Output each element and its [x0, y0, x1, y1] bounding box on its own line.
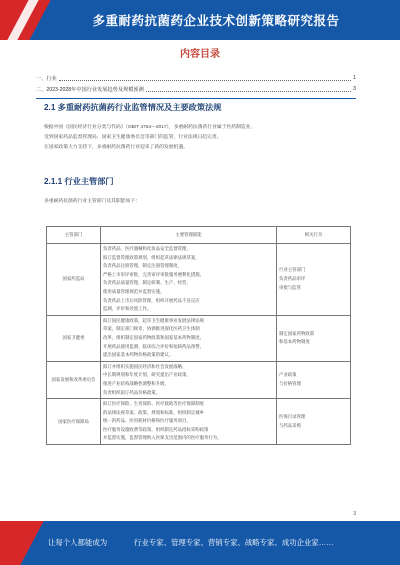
- duty-line: 负责药品、医疗器械和化妆品安全监督管理，: [103, 246, 191, 251]
- action-line: 与药品采购: [279, 422, 301, 428]
- toc-title: 内容目录: [180, 49, 220, 60]
- duty-line: 拟订并组织实施国民经济和社会发展战略、: [103, 363, 187, 369]
- column-header: 主管部门: [47, 227, 101, 244]
- toc-entry-page: 1: [353, 75, 356, 81]
- action-cell: [277, 315, 351, 361]
- footer-roles: 行业专家、管理专家、营销专家、战略专家、成功企业家……: [134, 538, 334, 547]
- toc-entry[interactable]: [36, 73, 356, 83]
- footer-slogan: 让每个人都能成为: [48, 538, 108, 547]
- duties-cell: [101, 315, 277, 361]
- duty-line: 医疗服务设施收费等政策，组织制定药品招标采购政策: [103, 426, 209, 432]
- dept-cell: 国家药监局: [47, 244, 101, 316]
- table-row: [47, 361, 351, 398]
- duty-line: 拟订监督管理政策规划，组织起草法律法规草案，: [103, 254, 200, 260]
- duties-cell: [101, 244, 277, 316]
- page-footer: [0, 521, 400, 565]
- paragraph-line: 在国家政策大力支持下，多重耐药抗菌药行业迎来了新的发展机遇。: [44, 145, 188, 150]
- paragraph-line: 受到国家药品监督管理局、国家卫生健康委员会等部门的监管，行业法规日趋完善。: [44, 135, 222, 140]
- regulators-table: [46, 226, 351, 445]
- duty-line: 负责药品上市后风险管理，组织开展药品不良反应: [103, 297, 200, 303]
- duty-line: 中长期规划和年度计划，研究提出产业政策，: [103, 372, 191, 378]
- duty-line: 严格上市审评审批，完善审评审批服务便利化措施，: [103, 271, 204, 277]
- toc-entry-label: 一、行业: [36, 75, 57, 82]
- page-number: 3: [353, 511, 356, 517]
- table-row: [47, 399, 351, 445]
- duty-line: 并监督实施，监督管理纳入医保支出范围内的医疗服务行为。: [103, 435, 222, 441]
- toc-entry-label: 二、2023-2028年中国行业发展趋势及规模预测: [36, 86, 144, 93]
- intro-line: 多重耐药抗菌药行业主管部门及其职能如下：: [44, 199, 140, 204]
- duties-cell: [101, 399, 277, 445]
- section-heading: 2.1 多重耐药抗菌药行业监管情况及主要政策法规: [44, 103, 222, 112]
- action-cell: [277, 361, 351, 398]
- toc-divider: [36, 98, 356, 99]
- column-header: 相关行为: [277, 227, 351, 244]
- duty-line: 拟订国民健康政策，起草卫生健康事业发展法律法规: [103, 317, 204, 323]
- column-header: 主要管理职能: [101, 227, 277, 244]
- duty-line: 的法律法规草案、政策、规划和标准，组织制定城乡: [103, 409, 204, 415]
- action-line: 行业主管部门: [279, 267, 306, 273]
- footer-red-stripe: [0, 521, 44, 565]
- paragraph-line: 根据中国《国民经济行业分类与代码》（GB/T 4754—2017），多重耐药抗菌药行业属于医药制造业，: [44, 125, 256, 130]
- toc-entry-page: 3: [353, 86, 356, 92]
- duty-line: 推进产业结构战略性调整和升级，: [103, 380, 169, 386]
- duty-line: 拟订医疗保险、生育保险、医疗救助等医疗保障制度: [103, 401, 204, 407]
- duties-cell: [101, 361, 277, 398]
- table-row: [47, 244, 351, 316]
- duty-line: 提出国家基本药物价格政策的建议。: [103, 352, 174, 358]
- toc-leader: [59, 76, 351, 81]
- action-line: 和基本药物制度: [279, 339, 310, 345]
- table-row: [47, 315, 351, 361]
- duty-line: 草案，制定部门规章，协调推进深化医药卫生体制: [103, 326, 200, 332]
- action-line: 医保目录管理: [279, 413, 306, 419]
- action-line: 负责药品审评: [279, 276, 306, 282]
- subsection-intro: [44, 197, 356, 207]
- dept-cell: 国家卫健委: [47, 315, 101, 361]
- toc-entry[interactable]: [36, 84, 356, 94]
- page-header: [0, 0, 400, 40]
- duty-line: 负责药品注册管理，制定注册管理制度，: [103, 263, 183, 269]
- action-line: 制定国家药物政策: [279, 330, 315, 336]
- action-cell: [277, 399, 351, 445]
- duty-line: 开展药品使用监测、临床综合评价和短缺药品预警，: [103, 343, 204, 349]
- duty-line: 监测、评价和处置工作。: [103, 306, 152, 312]
- action-line: 审批与监管: [279, 284, 301, 290]
- action-line: 产业政策: [279, 372, 297, 378]
- table-header-row: [47, 227, 351, 244]
- duty-line: 负责药品质量管理，制定研制、生产、经营、: [103, 280, 191, 286]
- duty-line: 使用质量管理规范并监督实施，: [103, 288, 165, 294]
- dept-cell: 国家发展和改革委员会: [47, 361, 101, 398]
- section-paragraph: [44, 123, 356, 153]
- report-title: 多重耐药抗菌药企业技术创新策略研究报告: [92, 14, 340, 28]
- dept-cell: 国家医疗保障局: [47, 399, 101, 445]
- subsection-heading: 2.1.1 行业主管部门: [44, 177, 114, 186]
- duty-line: 统一的药品、医用耗材价格和医疗服务项目、: [103, 418, 191, 424]
- duty-line: 改革，组织制定国家药物政策和国家基本药物制度，: [103, 334, 204, 340]
- action-line: 与价格管理: [279, 380, 301, 386]
- toc-leader: [146, 87, 351, 92]
- duty-line: 负责组织拟订药品价格政策。: [103, 389, 161, 395]
- action-cell: [277, 244, 351, 316]
